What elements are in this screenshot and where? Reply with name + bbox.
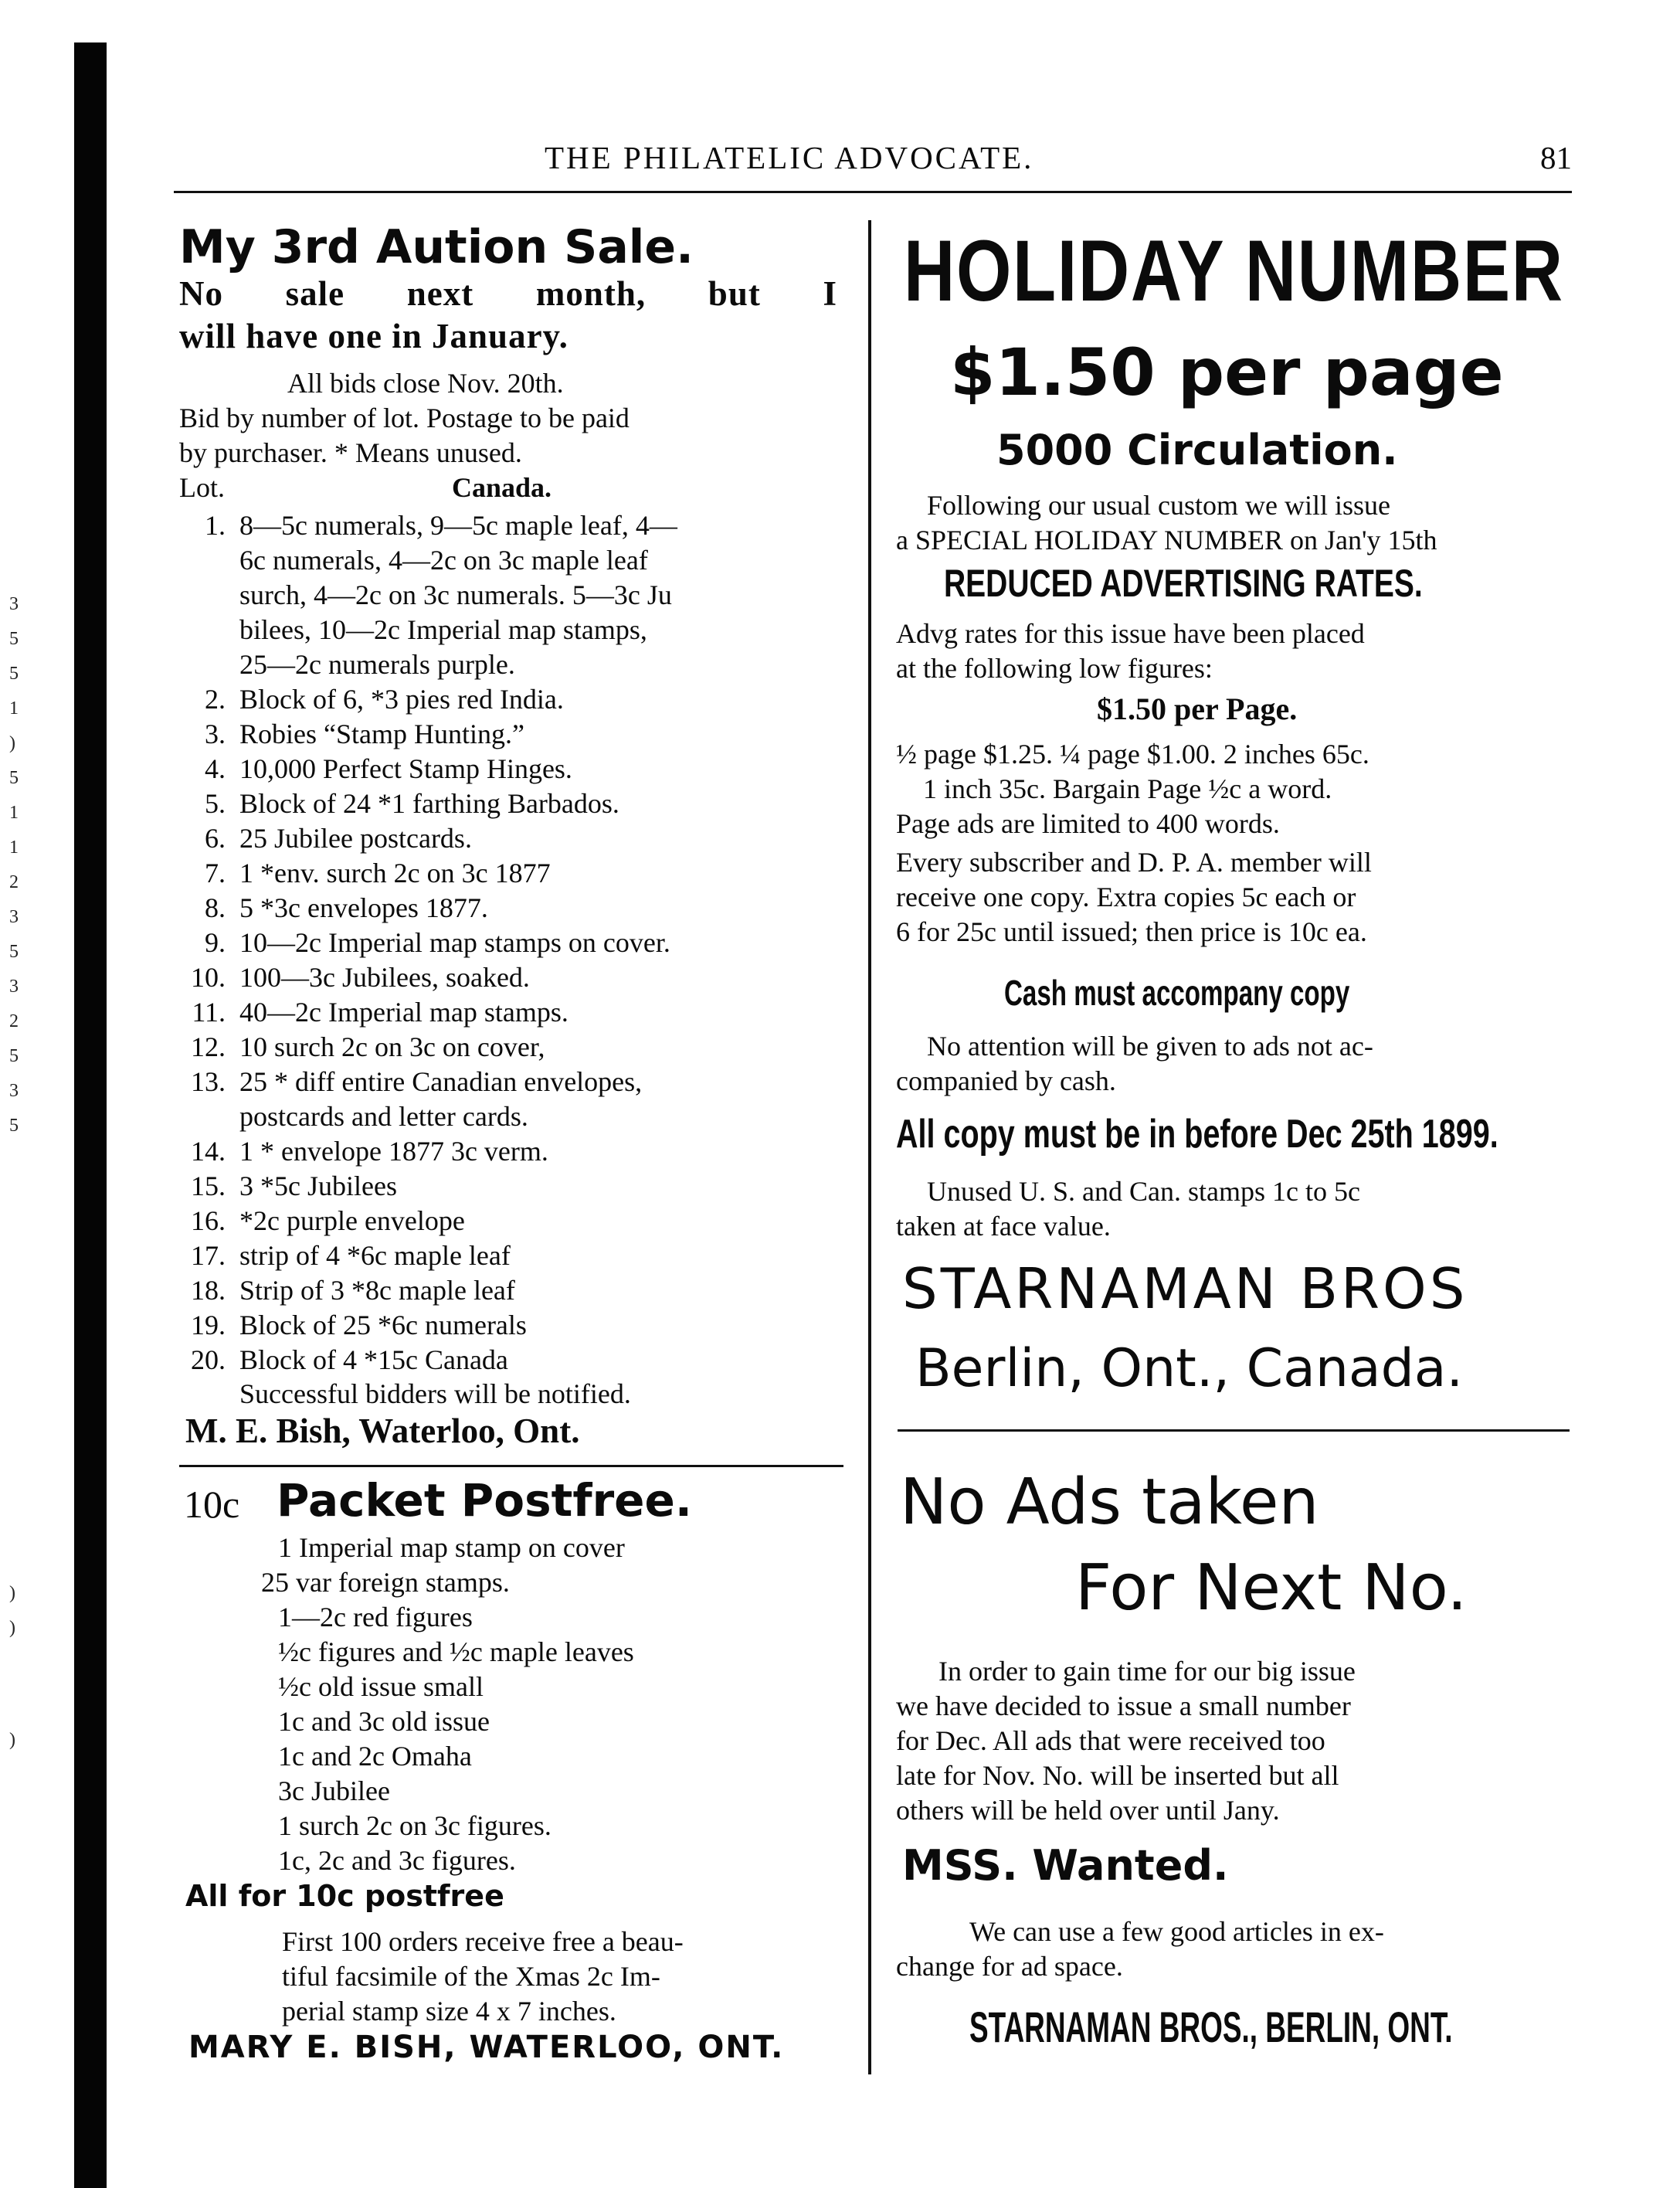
holiday-intro-line2: a SPECIAL HOLIDAY NUMBER on Jan'y 15th bbox=[896, 525, 1437, 555]
lot-description: *2c purple envelope bbox=[239, 1205, 465, 1236]
margin-mark: ) bbox=[9, 1730, 15, 1750]
attention-line2: companied by cash. bbox=[896, 1065, 1116, 1096]
binding-edge bbox=[74, 42, 107, 2188]
lot-number: 12. bbox=[191, 1031, 226, 1062]
lot-number: 18. bbox=[191, 1275, 226, 1306]
packet-price-prefix: 10c bbox=[184, 1483, 240, 1526]
lot-description: 1 * envelope 1877 3c verm. bbox=[239, 1136, 548, 1167]
lot-item bbox=[179, 1030, 843, 1065]
firm-location: Berlin, Ont., Canada. bbox=[915, 1338, 1464, 1399]
auction-subtitle-line1: No sale next month, but I bbox=[179, 274, 837, 313]
running-header bbox=[174, 139, 1572, 185]
next-number-headline: For Next No. bbox=[1075, 1551, 1468, 1625]
lot-number: 7. bbox=[205, 858, 226, 888]
lot-item bbox=[179, 821, 843, 856]
lot-description: Block of 25 *6c numerals bbox=[239, 1310, 527, 1340]
lot-description: 8—5c numerals, 9—5c maple leaf, 4— bbox=[239, 510, 677, 541]
fraction-rates-line1: ½ page $1.25. ¼ page $1.00. 2 inches 65c. bbox=[896, 739, 1369, 770]
lot-item bbox=[179, 682, 843, 717]
lot-label: Lot. bbox=[179, 472, 225, 503]
lot-item bbox=[179, 1343, 843, 1378]
attention-line1: No attention will be given to ads not ac- bbox=[927, 1031, 1373, 1062]
lot-item bbox=[179, 1204, 843, 1238]
lot-number: 10. bbox=[191, 962, 226, 993]
lot-description: bilees, 10—2c Imperial map stamps, bbox=[239, 614, 647, 645]
bids-close-notice: All bids close Nov. 20th. bbox=[287, 368, 564, 399]
margin-mark: 2 bbox=[9, 1011, 19, 1031]
margin-mark: 5 bbox=[9, 942, 19, 962]
margin-mark: 3 bbox=[9, 1081, 19, 1101]
subscriber-line3: 6 for 25c until issued; then price is 10c ea. bbox=[896, 916, 1367, 947]
lot-description: Block of 6, *3 pies red India. bbox=[239, 684, 564, 715]
column-divider bbox=[868, 220, 871, 2074]
margin-mark: ) bbox=[9, 733, 15, 753]
left-section-rule bbox=[179, 1465, 843, 1467]
packet-signature: MARY E. BISH, WATERLOO, ONT. bbox=[188, 2030, 785, 2065]
packet-offer-line: tiful facsimile of the Xmas 2c Im- bbox=[282, 1961, 660, 1992]
lot-item bbox=[179, 1065, 843, 1134]
packet-item: 1 surch 2c on 3c figures. bbox=[278, 1810, 552, 1841]
holiday-circulation: 5000 Circulation. bbox=[996, 426, 1398, 474]
lot-description: Block of 4 *15c Canada bbox=[239, 1344, 508, 1375]
lot-description: 6c numerals, 4—2c on 3c maple leaf bbox=[239, 545, 648, 576]
lot-item bbox=[179, 717, 843, 752]
lot-item bbox=[179, 752, 843, 787]
lot-description: 1 *env. surch 2c on 3c 1877 bbox=[239, 858, 551, 888]
lot-description: 5 *3c envelopes 1877. bbox=[239, 892, 488, 923]
lot-number: 8. bbox=[205, 892, 226, 923]
packet-offer-line: perial stamp size 4 x 7 inches. bbox=[282, 1996, 616, 2027]
page-number: 81 bbox=[1540, 140, 1572, 175]
lot-description: 100—3c Jubilees, soaked. bbox=[239, 962, 530, 993]
lot-description: surch, 4—2c on 3c numerals. 5—3c Ju bbox=[239, 579, 672, 610]
margin-mark: 5 bbox=[9, 629, 19, 649]
margin-mark: 1 bbox=[9, 837, 19, 858]
lot-description: 25—2c numerals purple. bbox=[239, 649, 515, 680]
packet-item: 25 var foreign stamps. bbox=[261, 1567, 510, 1598]
packet-item: 3c Jubilee bbox=[278, 1775, 390, 1806]
lot-item bbox=[179, 926, 843, 960]
lot-list bbox=[179, 508, 843, 1409]
margin-mark: 2 bbox=[9, 872, 19, 892]
lot-description: 25 Jubilee postcards. bbox=[239, 823, 472, 854]
margin-mark: 5 bbox=[9, 768, 19, 788]
lot-item bbox=[179, 960, 843, 995]
closing-signature: STARNAMAN BROS., BERLIN, ONT. bbox=[969, 2003, 1453, 2051]
stamps-accepted-line2: taken at face value. bbox=[896, 1211, 1111, 1242]
lot-number: 16. bbox=[191, 1205, 226, 1236]
margin-mark: 5 bbox=[9, 1046, 19, 1066]
reduced-rates-heading: REDUCED ADVERTISING RATES. bbox=[944, 562, 1423, 605]
lot-number: 14. bbox=[191, 1136, 226, 1167]
no-ads-headline: No Ads taken bbox=[900, 1466, 1319, 1539]
lot-number: 19. bbox=[191, 1310, 226, 1340]
margin-mark: 1 bbox=[9, 803, 19, 823]
lot-item bbox=[179, 891, 843, 926]
lot-description: Robies “Stamp Hunting.” bbox=[239, 719, 524, 749]
subscriber-line2: receive one copy. Extra copies 5c each or bbox=[896, 882, 1356, 912]
fraction-rates-line2: 1 inch 35c. Bargain Page ½c a word. bbox=[923, 773, 1332, 804]
lot-description: 25 * diff entire Canadian envelopes, bbox=[239, 1066, 643, 1097]
packet-item: 1 Imperial map stamp on cover bbox=[278, 1532, 625, 1563]
auction-title: My 3rd Aution Sale. bbox=[179, 220, 694, 274]
section-heading-canada: Canada. bbox=[452, 472, 552, 503]
lot-description: 10,000 Perfect Stamp Hinges. bbox=[239, 753, 572, 784]
lot-item bbox=[179, 1308, 843, 1343]
margin-mark: 3 bbox=[9, 977, 19, 997]
margin-mark: 5 bbox=[9, 664, 19, 684]
lot-description: 40—2c Imperial map stamps. bbox=[239, 997, 568, 1028]
margin-mark: 5 bbox=[9, 1116, 19, 1136]
lot-item bbox=[179, 1169, 843, 1204]
auction-subtitle-line2: will have one in January. bbox=[179, 317, 568, 355]
lot-item bbox=[179, 856, 843, 891]
lot-number: 5. bbox=[205, 788, 226, 819]
lot-number: 3. bbox=[205, 719, 226, 749]
terms-line1: Bid by number of lot. Postage to be paid bbox=[179, 403, 630, 433]
margin-mark: 3 bbox=[9, 594, 19, 614]
no-ads-body-line: for Dec. All ads that were received too bbox=[896, 1725, 1325, 1756]
word-limit: Page ads are limited to 400 words. bbox=[896, 808, 1280, 839]
lot-number: 6. bbox=[205, 823, 226, 854]
bidders-notified-note: Successful bidders will be notified. bbox=[239, 1378, 631, 1409]
lot-description: strip of 4 *6c maple leaf bbox=[239, 1240, 511, 1271]
lot-number: 4. bbox=[205, 753, 226, 784]
lot-description: postcards and letter cards. bbox=[239, 1101, 528, 1132]
right-section-rule bbox=[898, 1429, 1570, 1432]
packet-all-for: All for 10c postfree bbox=[185, 1879, 504, 1913]
holiday-intro-line1: Following our usual custom we will issue bbox=[927, 490, 1390, 521]
mss-body-line: We can use a few good articles in ex- bbox=[969, 1916, 1384, 1947]
lot-number: 11. bbox=[192, 997, 226, 1028]
packet-title: Packet Postfree. bbox=[277, 1474, 692, 1527]
no-ads-body-line: we have decided to issue a small number bbox=[896, 1690, 1351, 1721]
deadline-notice: All copy must be in before Dec 25th 1899. bbox=[896, 1112, 1498, 1157]
lot-item bbox=[179, 787, 843, 821]
margin-mark: ) bbox=[9, 1618, 15, 1638]
packet-item: 1c and 2c Omaha bbox=[278, 1741, 472, 1772]
firm-name: STARNAMAN BROS bbox=[902, 1256, 1468, 1321]
rates-line2: at the following low figures: bbox=[896, 653, 1213, 684]
lot-description: Block of 24 *1 farthing Barbados. bbox=[239, 788, 619, 819]
lot-number: 20. bbox=[191, 1344, 226, 1375]
holiday-price: $1.50 per page bbox=[950, 335, 1504, 410]
lot-description: 3 *5c Jubilees bbox=[239, 1170, 397, 1201]
packet-offer-line: First 100 orders receive free a beau- bbox=[282, 1926, 684, 1957]
lot-description: Strip of 3 *8c maple leaf bbox=[239, 1275, 515, 1306]
lot-number: 13. bbox=[191, 1066, 226, 1097]
cash-notice: Cash must accompany copy bbox=[1004, 973, 1350, 1013]
packet-item: 1c, 2c and 3c figures. bbox=[278, 1845, 516, 1876]
lot-item bbox=[179, 1134, 843, 1169]
no-ads-body-line: In order to gain time for our big issue bbox=[938, 1656, 1356, 1687]
lot-number: 1. bbox=[205, 510, 226, 541]
lot-item bbox=[179, 1238, 843, 1273]
rates-line1: Advg rates for this issue have been placed bbox=[896, 618, 1365, 649]
packet-item: 1—2c red figures bbox=[278, 1602, 473, 1633]
stamps-accepted-line1: Unused U. S. and Can. stamps 1c to 5c bbox=[927, 1176, 1360, 1207]
margin-mark: ) bbox=[9, 1583, 15, 1603]
lot-number: 17. bbox=[191, 1240, 226, 1271]
packet-item: 1c and 3c old issue bbox=[278, 1706, 490, 1737]
mss-body-line: change for ad space. bbox=[896, 1951, 1123, 1982]
margin-mark: 1 bbox=[9, 698, 19, 719]
no-ads-body-line: others will be held over until Jany. bbox=[896, 1795, 1280, 1826]
lot-item bbox=[179, 995, 843, 1030]
lot-item bbox=[179, 508, 843, 682]
no-ads-body-line: late for Nov. No. will be inserted but all bbox=[896, 1760, 1339, 1791]
lot-number: 15. bbox=[191, 1170, 226, 1201]
auction-signature: M. E. Bish, Waterloo, Ont. bbox=[185, 1412, 580, 1450]
lot-number: 2. bbox=[205, 684, 226, 715]
per-page-rate: $1.50 per Page. bbox=[1097, 691, 1298, 726]
lot-item bbox=[179, 1273, 843, 1308]
subscriber-line1: Every subscriber and D. P. A. member will bbox=[896, 847, 1372, 878]
packet-item: ½c figures and ½c maple leaves bbox=[278, 1636, 634, 1667]
holiday-headline: HOLIDAY NUMBER bbox=[904, 223, 1564, 319]
lot-number: 9. bbox=[205, 927, 226, 958]
packet-item: ½c old issue small bbox=[278, 1671, 484, 1702]
terms-line2: by purchaser. * Means unused. bbox=[179, 437, 522, 468]
lot-description: 10 surch 2c on 3c on cover, bbox=[239, 1031, 545, 1062]
mss-wanted-heading: MSS. Wanted. bbox=[902, 1841, 1229, 1890]
header-rule bbox=[174, 191, 1572, 193]
journal-title: THE PHILATELIC ADVOCATE. bbox=[545, 140, 1034, 175]
margin-mark: 3 bbox=[9, 907, 19, 927]
lot-description: 10—2c Imperial map stamps on cover. bbox=[239, 927, 670, 958]
